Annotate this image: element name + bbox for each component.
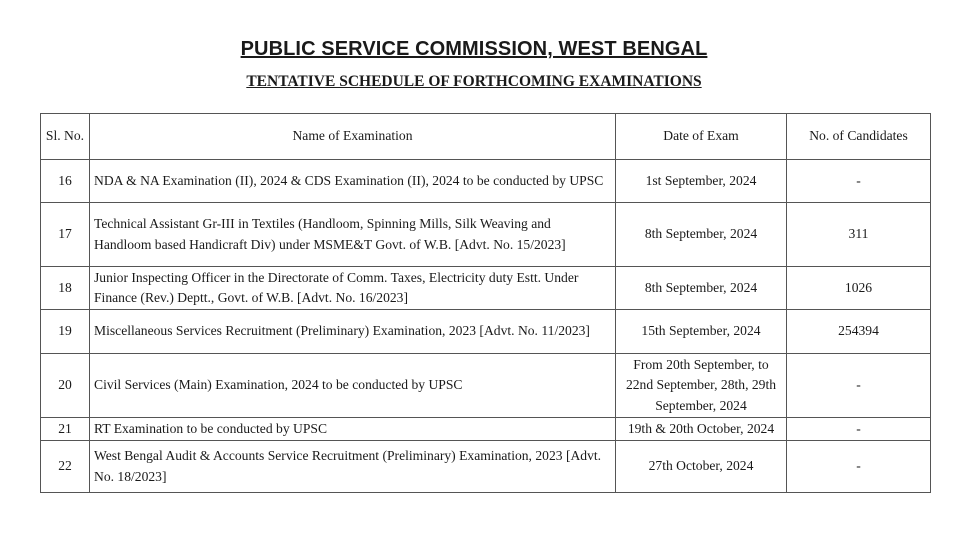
row-exam-name: Junior Inspecting Officer in the Directorate of Comm. Taxes, Electricity duty Estt. Under Finance (Rev.) Deptt., Govt. of W.B. [Advt. No. 16/2023] <box>90 267 616 310</box>
row-exam-date: 27th October, 2024 <box>616 441 787 493</box>
table-row <box>41 441 931 493</box>
row-candidates: - <box>787 354 931 418</box>
table-row <box>41 160 931 203</box>
row-sl-no: 16 <box>41 160 90 203</box>
row-exam-name: West Bengal Audit & Accounts Service Recruitment (Preliminary) Examination, 2023 [Advt. No. 18/2023] <box>90 441 616 493</box>
page-title: PUBLIC SERVICE COMMISSION, WEST BENGAL <box>240 38 708 60</box>
table-row <box>41 310 931 354</box>
row-candidates: 254394 <box>787 310 931 354</box>
table-row <box>41 418 931 441</box>
header-sl-no: Sl. No. <box>41 114 90 160</box>
row-sl-no: 20 <box>41 354 90 418</box>
row-sl-no: 19 <box>41 310 90 354</box>
row-exam-name: NDA & NA Examination (II), 2024 & CDS Examination (II), 2024 to be conducted by UPSC <box>90 160 616 203</box>
row-sl-no: 22 <box>41 441 90 493</box>
row-exam-date: 1st September, 2024 <box>616 160 787 203</box>
table-header-row <box>41 114 931 160</box>
row-sl-no: 21 <box>41 418 90 441</box>
row-sl-no: 18 <box>41 267 90 310</box>
row-exam-name: Miscellaneous Services Recruitment (Preliminary) Examination, 2023 [Advt. No. 11/2023] <box>90 310 616 354</box>
row-exam-date: 15th September, 2024 <box>616 310 787 354</box>
row-candidates: - <box>787 418 931 441</box>
row-sl-no: 17 <box>41 203 90 267</box>
row-exam-date: 8th September, 2024 <box>616 203 787 267</box>
row-exam-date: 8th September, 2024 <box>616 267 787 310</box>
row-candidates: 311 <box>787 203 931 267</box>
table-row <box>41 267 931 310</box>
row-exam-name: RT Examination to be conducted by UPSC <box>90 418 616 441</box>
page-subtitle: TENTATIVE SCHEDULE OF FORTHCOMING EXAMINATIONS <box>246 73 702 90</box>
row-candidates: 1026 <box>787 267 931 310</box>
header-exam-date: Date of Exam <box>616 114 787 160</box>
row-candidates: - <box>787 160 931 203</box>
row-candidates: - <box>787 441 931 493</box>
table-row <box>41 354 931 418</box>
header-exam-name: Name of Examination <box>90 114 616 160</box>
exam-schedule-table <box>40 113 931 493</box>
header-candidates: No. of Candidates <box>787 114 931 160</box>
row-exam-date: From 20th September, to 22nd September, 28th, 29th September, 2024 <box>616 354 787 418</box>
row-exam-date: 19th & 20th October, 2024 <box>616 418 787 441</box>
table-row <box>41 203 931 267</box>
row-exam-name: Technical Assistant Gr-III in Textiles (Handloom, Spinning Mills, Silk Weaving and Handloom based Handicraft Div) under MSME&T Govt. of W.B. [Advt. No. 15/2023] <box>90 203 616 267</box>
row-exam-name: Civil Services (Main) Examination, 2024 to be conducted by UPSC <box>90 354 616 418</box>
